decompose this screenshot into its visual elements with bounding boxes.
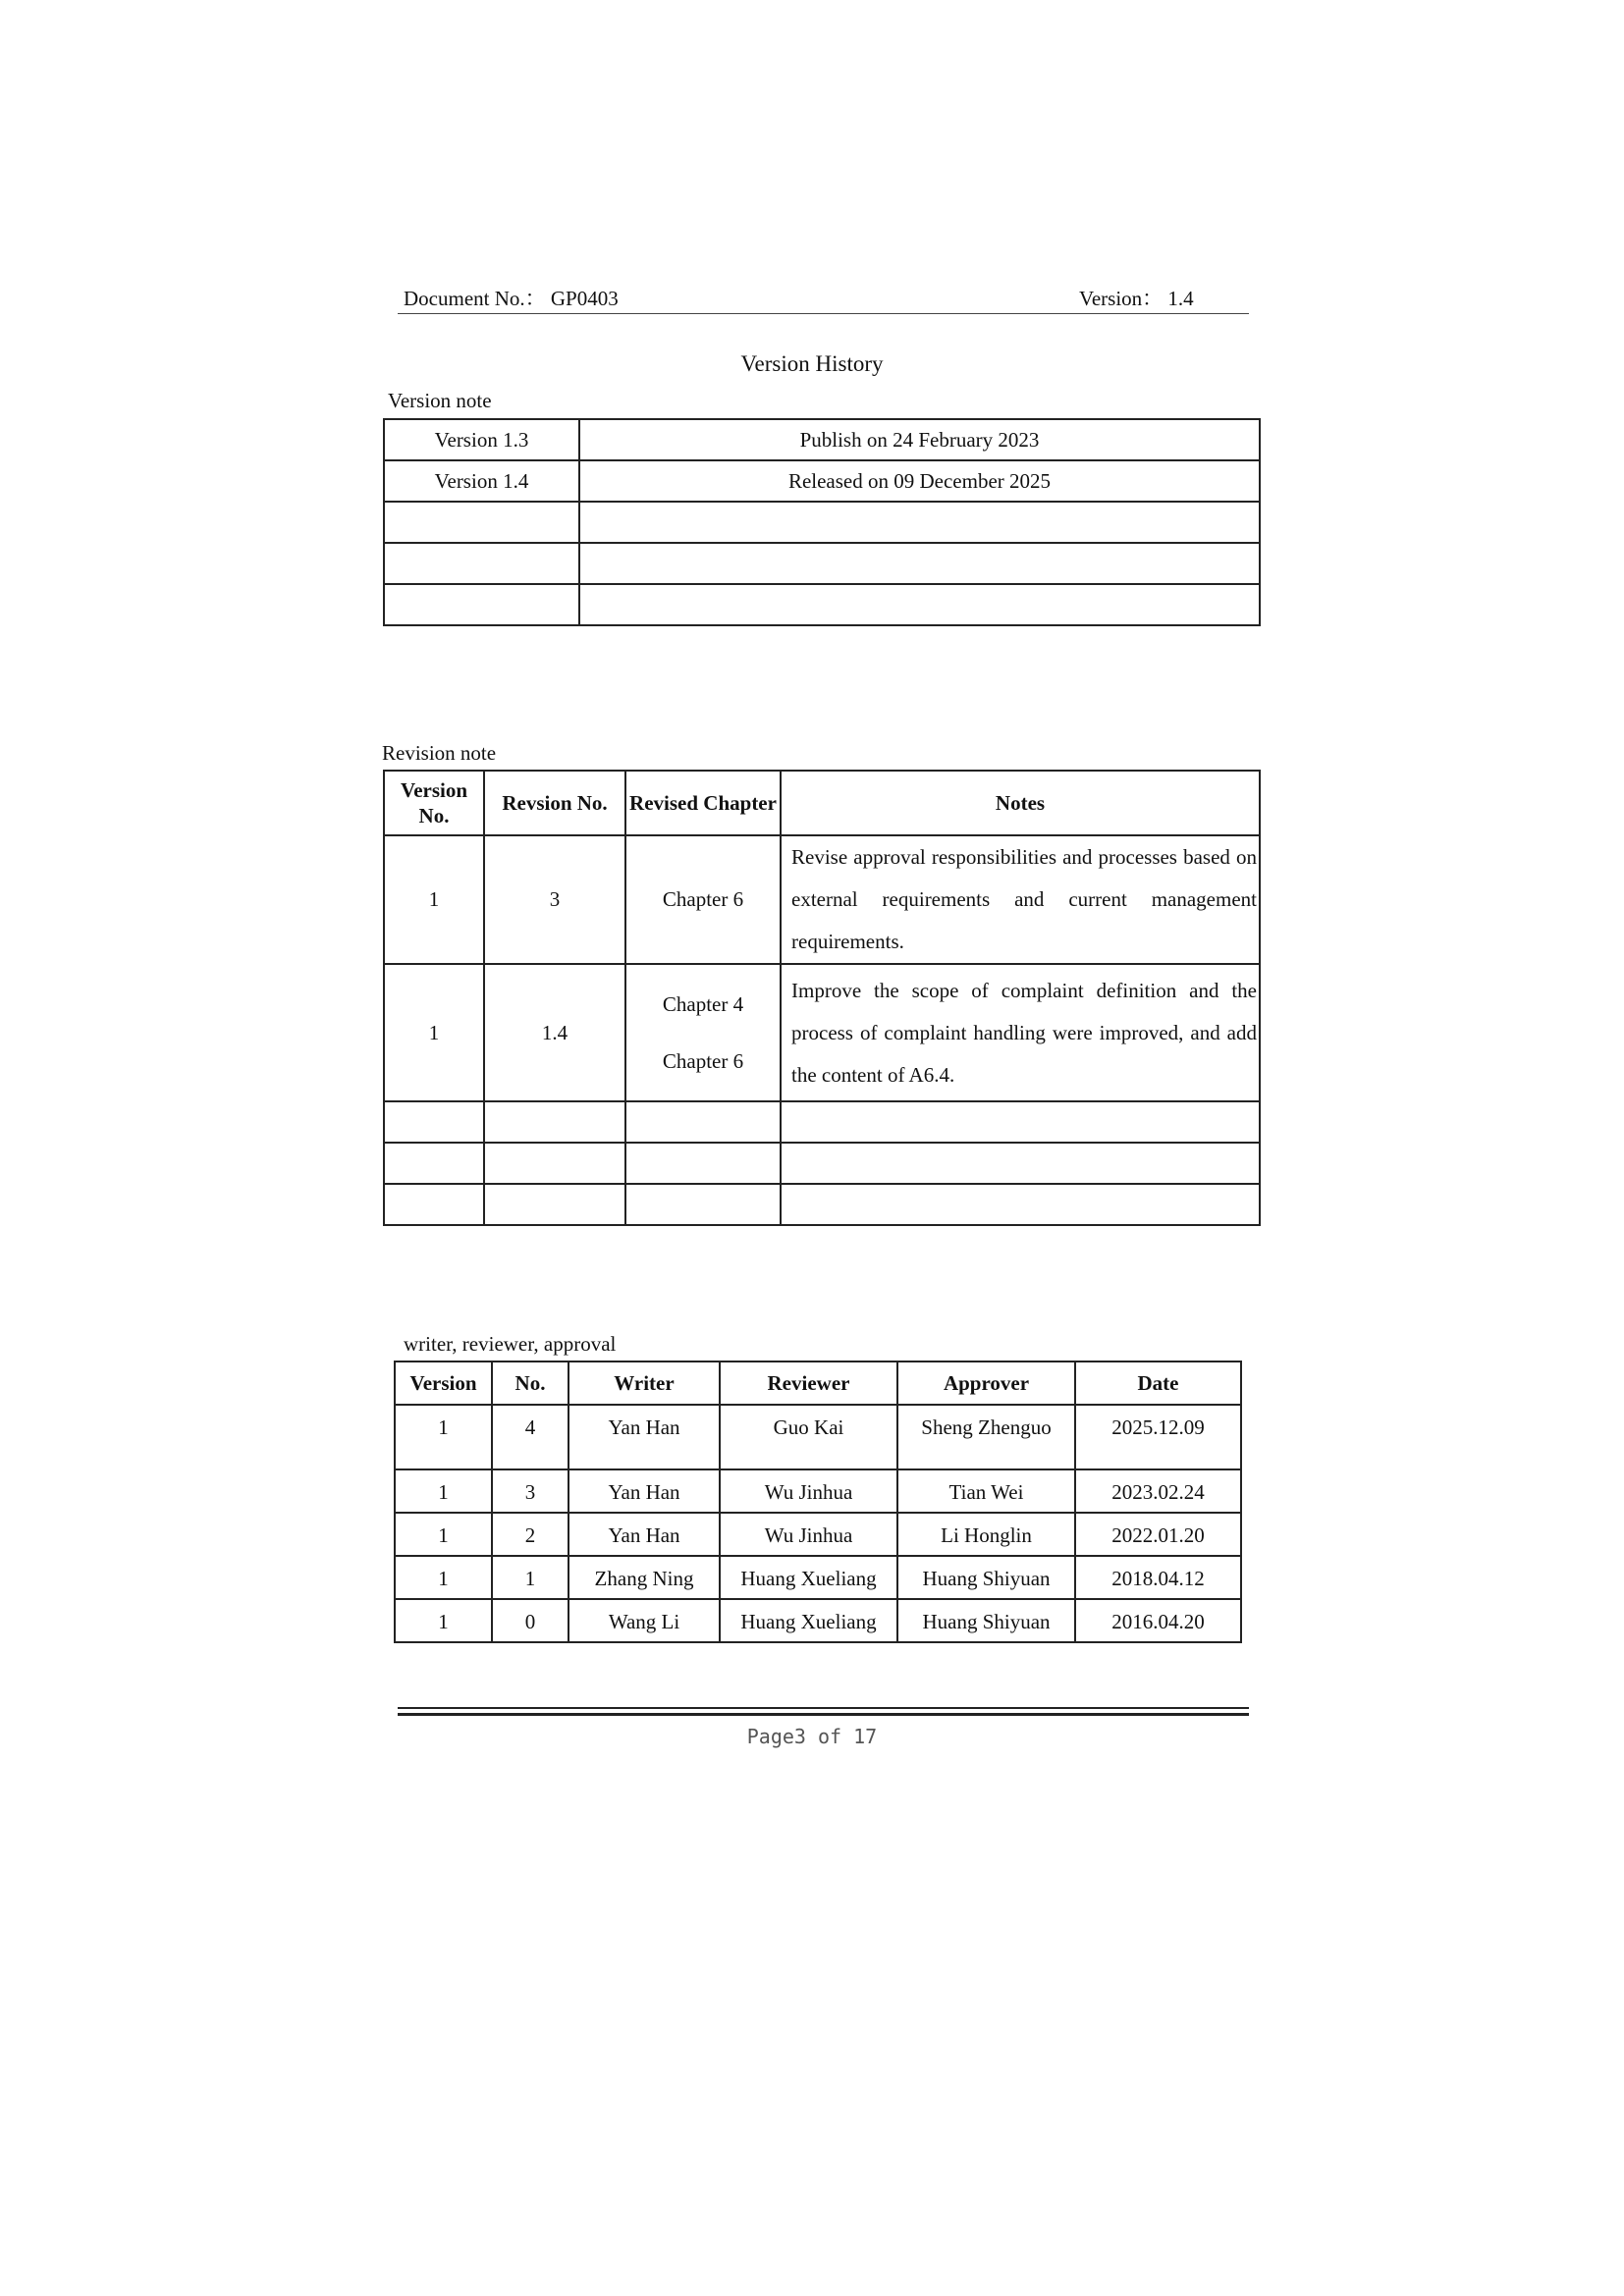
table-cell (625, 964, 781, 1101)
table-cell (579, 584, 1260, 625)
approvals-table (394, 1361, 1242, 1643)
version-note-table (383, 418, 1261, 626)
table-cell: 1 (384, 964, 484, 1101)
document-number: Document No.： GP0403 (404, 287, 619, 310)
table-cell: Version 1.4 (384, 460, 579, 502)
column-header: Date (1075, 1362, 1241, 1405)
table-cell: Yan Han (568, 1513, 720, 1556)
table-cell (484, 1143, 625, 1184)
table-cell: Huang Shiyuan (897, 1556, 1075, 1599)
table-cell (384, 502, 579, 543)
column-header: Version No. (384, 771, 484, 835)
revision-note-caption: Revision note (382, 741, 497, 765)
column-header: No. (492, 1362, 568, 1405)
table-row (395, 1513, 1241, 1556)
page-number: Page3 of 17 (746, 1725, 878, 1748)
table-cell (625, 1184, 781, 1225)
column-header: Version (395, 1362, 492, 1405)
revision-note-table (383, 770, 1261, 1226)
table-cell: 2018.04.12 (1075, 1556, 1241, 1599)
column-header: Notes (781, 771, 1260, 835)
table-cell: 1 (395, 1469, 492, 1513)
footer-rule (398, 1713, 1249, 1716)
table-cell: 1 (384, 835, 484, 964)
table-row (384, 460, 1260, 502)
table-cell-notes: Improve the scope of complaint definition and the process of complaint handling were improved, and add the content of A6.4. (781, 964, 1260, 1101)
table-cell: Version 1.3 (384, 419, 579, 460)
table-row (384, 502, 1260, 543)
table-cell: 0 (492, 1599, 568, 1642)
table-cell (384, 584, 579, 625)
table-row (384, 835, 1260, 964)
table-cell: 1 (395, 1513, 492, 1556)
table-header-row (384, 771, 1260, 835)
table-cell (384, 1101, 484, 1143)
table-row (395, 1405, 1241, 1469)
table-cell: Yan Han (568, 1405, 720, 1469)
table-cell: 3 (484, 835, 625, 964)
column-header: Revised Chapter (625, 771, 781, 835)
table-cell: Zhang Ning (568, 1556, 720, 1599)
table-cell: Yan Han (568, 1469, 720, 1513)
table-cell: Wu Jinhua (720, 1469, 897, 1513)
table-header-row (395, 1362, 1241, 1405)
table-cell (579, 502, 1260, 543)
table-cell: Guo Kai (720, 1405, 897, 1469)
table-cell-notes: Revise approval responsibilities and processes based on external requirements and current management requirements. (781, 835, 1260, 964)
version-note-caption: Version note (388, 389, 492, 412)
table-cell: 1 (395, 1405, 492, 1469)
table-cell (384, 1184, 484, 1225)
table-cell: 1 (492, 1556, 568, 1599)
table-cell: Huang Xueliang (720, 1556, 897, 1599)
header-rule (398, 313, 1249, 314)
table-row (384, 964, 1260, 1101)
column-header: Revsion No. (484, 771, 625, 835)
table-cell: Huang Shiyuan (897, 1599, 1075, 1642)
table-cell (625, 1143, 781, 1184)
table-cell (384, 543, 579, 584)
table-cell: 2025.12.09 (1075, 1405, 1241, 1469)
table-cell: 4 (492, 1405, 568, 1469)
table-row (384, 584, 1260, 625)
table-cell: 3 (492, 1469, 568, 1513)
document-version: Version： 1.4 (1079, 287, 1194, 310)
table-cell (579, 543, 1260, 584)
table-cell: 1 (395, 1599, 492, 1642)
table-cell (781, 1143, 1260, 1184)
table-row (384, 1143, 1260, 1184)
table-cell: Released on 09 December 2025 (579, 460, 1260, 502)
table-cell: Li Honglin (897, 1513, 1075, 1556)
table-cell: 2023.02.24 (1075, 1469, 1241, 1513)
table-row (395, 1469, 1241, 1513)
footer-rule (398, 1707, 1249, 1709)
table-row (384, 1101, 1260, 1143)
column-header: Reviewer (720, 1362, 897, 1405)
table-cell: 2 (492, 1513, 568, 1556)
table-cell (625, 1101, 781, 1143)
table-cell: Wang Li (568, 1599, 720, 1642)
table-cell (781, 1184, 1260, 1225)
table-row (384, 543, 1260, 584)
revised-chapter: Chapter 6 (662, 887, 744, 911)
table-cell (384, 1143, 484, 1184)
revised-chapter: Chapter 6 (662, 1049, 744, 1073)
table-cell: 2022.01.20 (1075, 1513, 1241, 1556)
approvals-caption: writer, reviewer, approval (404, 1332, 617, 1356)
table-cell: 2016.04.20 (1075, 1599, 1241, 1642)
column-header: Approver (897, 1362, 1075, 1405)
table-row (384, 419, 1260, 460)
page-title: Version History (740, 351, 884, 376)
table-cell (484, 1101, 625, 1143)
table-cell: Sheng Zhenguo (897, 1405, 1075, 1469)
column-header: Writer (568, 1362, 720, 1405)
table-row (395, 1556, 1241, 1599)
table-cell: Tian Wei (897, 1469, 1075, 1513)
table-cell: 1.4 (484, 964, 625, 1101)
revised-chapter: Chapter 4 (662, 992, 744, 1016)
table-cell: 1 (395, 1556, 492, 1599)
table-cell: Huang Xueliang (720, 1599, 897, 1642)
table-row (384, 1184, 1260, 1225)
table-cell (781, 1101, 1260, 1143)
table-cell: Publish on 24 February 2023 (579, 419, 1260, 460)
table-cell: Wu Jinhua (720, 1513, 897, 1556)
table-cell (625, 835, 781, 964)
table-row (395, 1599, 1241, 1642)
table-cell (484, 1184, 625, 1225)
